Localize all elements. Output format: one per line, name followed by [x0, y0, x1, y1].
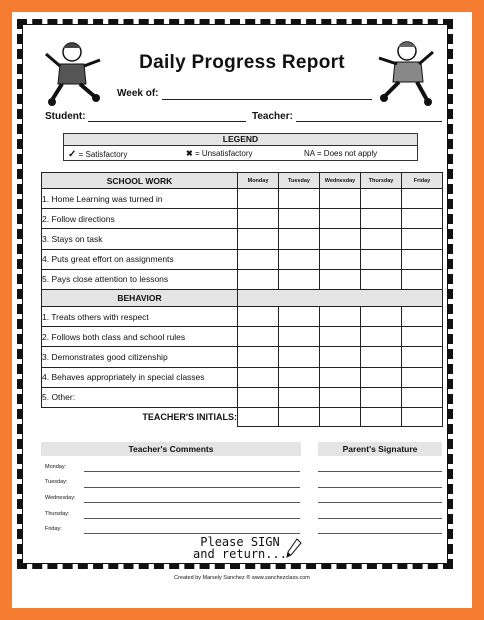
mark-cell[interactable]: [279, 387, 320, 407]
initials-cell[interactable]: [320, 407, 361, 427]
table-row: [42, 209, 443, 229]
signature-line[interactable]: [318, 471, 442, 472]
mark-cell[interactable]: [320, 327, 361, 347]
day-header-monday: Monday: [238, 173, 279, 189]
table-row: [42, 347, 443, 367]
mark-cell[interactable]: [320, 209, 361, 229]
mark-cell[interactable]: [402, 306, 443, 326]
table-row: [42, 367, 443, 387]
mark-cell[interactable]: [361, 189, 402, 209]
progress-table: [41, 172, 443, 427]
pencil-icon: [286, 538, 302, 558]
mark-cell[interactable]: [320, 306, 361, 326]
mark-cell[interactable]: [279, 306, 320, 326]
mark-cell[interactable]: [238, 387, 279, 407]
page-title: Daily Progress Report: [139, 52, 345, 73]
mark-cell[interactable]: [402, 229, 443, 249]
mark-cell[interactable]: [279, 269, 320, 289]
comment-day-label: Thursday:: [45, 511, 70, 517]
mark-cell[interactable]: [402, 209, 443, 229]
teachers-comments-heading: Teacher's Comments: [41, 442, 301, 456]
mark-cell[interactable]: [361, 249, 402, 269]
mark-cell[interactable]: [320, 229, 361, 249]
mark-cell[interactable]: [238, 347, 279, 367]
mark-cell[interactable]: [238, 209, 279, 229]
day-header-thursday: Thursday: [361, 173, 402, 189]
behavior-item: 3. Demonstrates good citizenship: [42, 347, 238, 367]
mark-cell[interactable]: [279, 229, 320, 249]
student-label: Student:: [45, 111, 86, 122]
day-header-wednesday: Wednesday: [320, 173, 361, 189]
behavior-heading-fill: [238, 289, 443, 306]
mark-cell[interactable]: [402, 387, 443, 407]
week-of-label: Week of:: [117, 88, 159, 99]
legend-heading: LEGEND: [64, 134, 417, 146]
behavior-item: 4. Behaves appropriately in special classes: [42, 367, 238, 387]
signature-line[interactable]: [318, 518, 442, 519]
signature-line[interactable]: [318, 502, 442, 503]
mark-cell[interactable]: [402, 327, 443, 347]
mark-cell[interactable]: [361, 209, 402, 229]
mark-cell[interactable]: [361, 229, 402, 249]
comment-line[interactable]: [84, 533, 300, 534]
signature-line[interactable]: [318, 487, 442, 488]
mark-cell[interactable]: [238, 306, 279, 326]
comment-day-label: Tuesday:: [45, 479, 68, 485]
legend-satisfactory: ✓ = Satisfactory: [68, 149, 128, 160]
behavior-item: 5. Other:: [42, 387, 238, 407]
mark-cell[interactable]: [361, 367, 402, 387]
school-work-item: 1. Home Learning was turned in: [42, 189, 238, 209]
comment-line[interactable]: [84, 487, 300, 488]
behavior-heading: BEHAVIOR: [42, 289, 238, 306]
mark-cell[interactable]: [361, 387, 402, 407]
mark-cell[interactable]: [320, 189, 361, 209]
mark-cell[interactable]: [320, 387, 361, 407]
table-row: [42, 387, 443, 407]
mark-cell[interactable]: [320, 347, 361, 367]
school-work-item: 4. Puts great effort on assignments: [42, 249, 238, 269]
table-row: [42, 327, 443, 347]
behavior-item: 1. Treats others with respect: [42, 306, 238, 326]
mark-cell[interactable]: [279, 367, 320, 387]
table-row: [42, 269, 443, 289]
mark-cell[interactable]: [402, 189, 443, 209]
mark-cell[interactable]: [361, 306, 402, 326]
mark-cell[interactable]: [402, 269, 443, 289]
mark-cell[interactable]: [361, 269, 402, 289]
mark-cell[interactable]: [361, 327, 402, 347]
mark-cell[interactable]: [279, 347, 320, 367]
sign-and-return-note: Please SIGN and return...: [193, 535, 287, 561]
table-row: [42, 189, 443, 209]
mark-cell[interactable]: [402, 347, 443, 367]
week-of-line[interactable]: [162, 99, 372, 100]
mark-cell[interactable]: [238, 367, 279, 387]
credit-line: Created by Marsely Sanchez ® www.sanchezclass.com: [174, 575, 310, 581]
table-row: [42, 306, 443, 326]
comment-day-label: Friday:: [45, 526, 62, 532]
mark-cell[interactable]: [238, 189, 279, 209]
mark-cell[interactable]: [279, 209, 320, 229]
mark-cell[interactable]: [320, 249, 361, 269]
checkmark-icon: ✓: [68, 149, 77, 160]
initials-cell[interactable]: [238, 407, 279, 427]
table-row: [42, 229, 443, 249]
x-mark-icon: ✖: [186, 149, 193, 158]
mark-cell[interactable]: [320, 269, 361, 289]
day-header-friday: Friday: [402, 173, 443, 189]
mark-cell[interactable]: [238, 229, 279, 249]
mark-cell[interactable]: [238, 249, 279, 269]
signature-line[interactable]: [318, 533, 442, 534]
school-work-item: 5. Pays close attention to lessons: [42, 269, 238, 289]
comment-line[interactable]: [84, 518, 300, 519]
teacher-line[interactable]: [296, 121, 442, 122]
legend-unsatisfactory: ✖ = Unsatisfactory: [186, 149, 253, 158]
comment-line[interactable]: [84, 502, 300, 503]
school-work-item: 3. Stays on task: [42, 229, 238, 249]
initials-cell[interactable]: [279, 407, 320, 427]
mark-cell[interactable]: [402, 367, 443, 387]
school-work-heading: SCHOOL WORK: [42, 173, 238, 189]
teachers-initials-label: TEACHER'S INITIALS:: [42, 407, 238, 427]
initials-cell[interactable]: [361, 407, 402, 427]
mark-cell[interactable]: [238, 327, 279, 347]
comment-line[interactable]: [84, 471, 300, 472]
mark-cell[interactable]: [279, 249, 320, 269]
behavior-item: 2. Follows both class and school rules: [42, 327, 238, 347]
table-row: [42, 249, 443, 269]
student-line[interactable]: [88, 121, 246, 122]
parents-signature-heading: Parent's Signature: [318, 442, 442, 456]
school-work-item: 2. Follow directions: [42, 209, 238, 229]
initials-cell[interactable]: [402, 407, 443, 427]
mark-cell[interactable]: [402, 249, 443, 269]
comment-day-label: Monday:: [45, 464, 67, 470]
mark-cell[interactable]: [279, 189, 320, 209]
legend-not-applicable: NA = Does not apply: [304, 149, 378, 158]
day-header-tuesday: Tuesday: [279, 173, 320, 189]
mark-cell[interactable]: [361, 347, 402, 367]
mark-cell[interactable]: [279, 327, 320, 347]
teacher-label: Teacher:: [252, 111, 293, 122]
comment-day-label: Wednesday:: [45, 495, 76, 501]
mark-cell[interactable]: [320, 367, 361, 387]
mark-cell[interactable]: [238, 269, 279, 289]
